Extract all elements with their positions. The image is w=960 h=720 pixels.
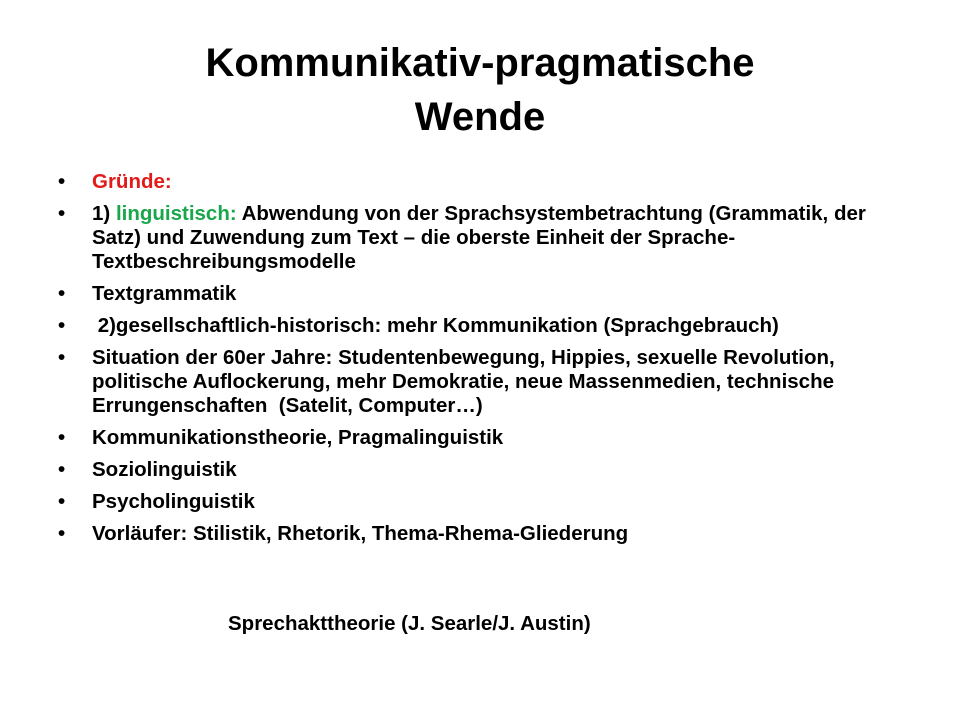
bullet-item-linguistisch: [58, 202, 918, 274]
bullet-text: Textgrammatik: [92, 282, 237, 305]
bullet-keyword-linguistisch: linguistisch:: [115, 202, 237, 225]
bullet-dot: •: [58, 522, 66, 545]
bullet-text: Situation der 60er Jahre: Studentenbewegung, Hippies, sexuelle Revolution, politische Auflockerung, mehr Demokratie, neue Massenmedien, technische Errungenschaften (Satelit, Computer…): [92, 346, 841, 417]
bullet-text: Psycholinguistik: [92, 490, 255, 513]
bullet-text: Soziolinguistik: [92, 458, 237, 481]
title-line-2: Wende: [414, 95, 546, 139]
bullet-dot: •: [58, 490, 66, 513]
bullet-item-gruende: [58, 170, 918, 194]
bullet-item-kommunikationstheorie: [58, 426, 918, 450]
bullet-item-soziolinguistik: [58, 458, 918, 482]
bullet-prefix: 1): [92, 202, 116, 225]
bullet-text-gruende: Gründe:: [92, 170, 172, 193]
bullet-item-vorlaeufer: [58, 522, 918, 546]
bullet-text: Vorläufer: Stilistik, Rhetorik, Thema-Rhema-Gliederung: [92, 522, 629, 545]
bullet-dot: •: [58, 346, 66, 369]
title-line-1: Kommunikativ-pragmatische: [205, 41, 755, 85]
continuation-line: Sprechakttheorie (J. Searle/J. Austin): [228, 612, 591, 635]
bullet-item-situation: [58, 346, 918, 418]
bullet-list: [58, 170, 918, 554]
bullet-text: 2)gesellschaftlich-historisch: mehr Kommunikation (Sprachgebrauch): [92, 314, 779, 337]
bullet-item-gesellschaftlich: [58, 314, 918, 338]
bullet-dot: •: [58, 458, 66, 481]
slide-title: [60, 36, 900, 144]
bullet-item-textgrammatik: [58, 282, 918, 306]
bullet-text: Kommunikationstheorie, Pragmalinguistik: [92, 426, 504, 449]
bullet-dot: •: [58, 426, 66, 449]
bullet-text-linguistisch: Abwendung von der Sprachsystembetrachtung (Grammatik, der Satz) und Zuwendung zum Text – die oberste Einheit der Sprache- Textbeschreibungsmodelle: [92, 202, 866, 273]
bullet-dot: •: [58, 202, 66, 225]
bullet-dot: •: [58, 282, 66, 305]
bullet-dot: •: [58, 170, 66, 193]
bullet-dot: •: [58, 314, 66, 337]
bullet-item-psycholinguistik: [58, 490, 918, 514]
